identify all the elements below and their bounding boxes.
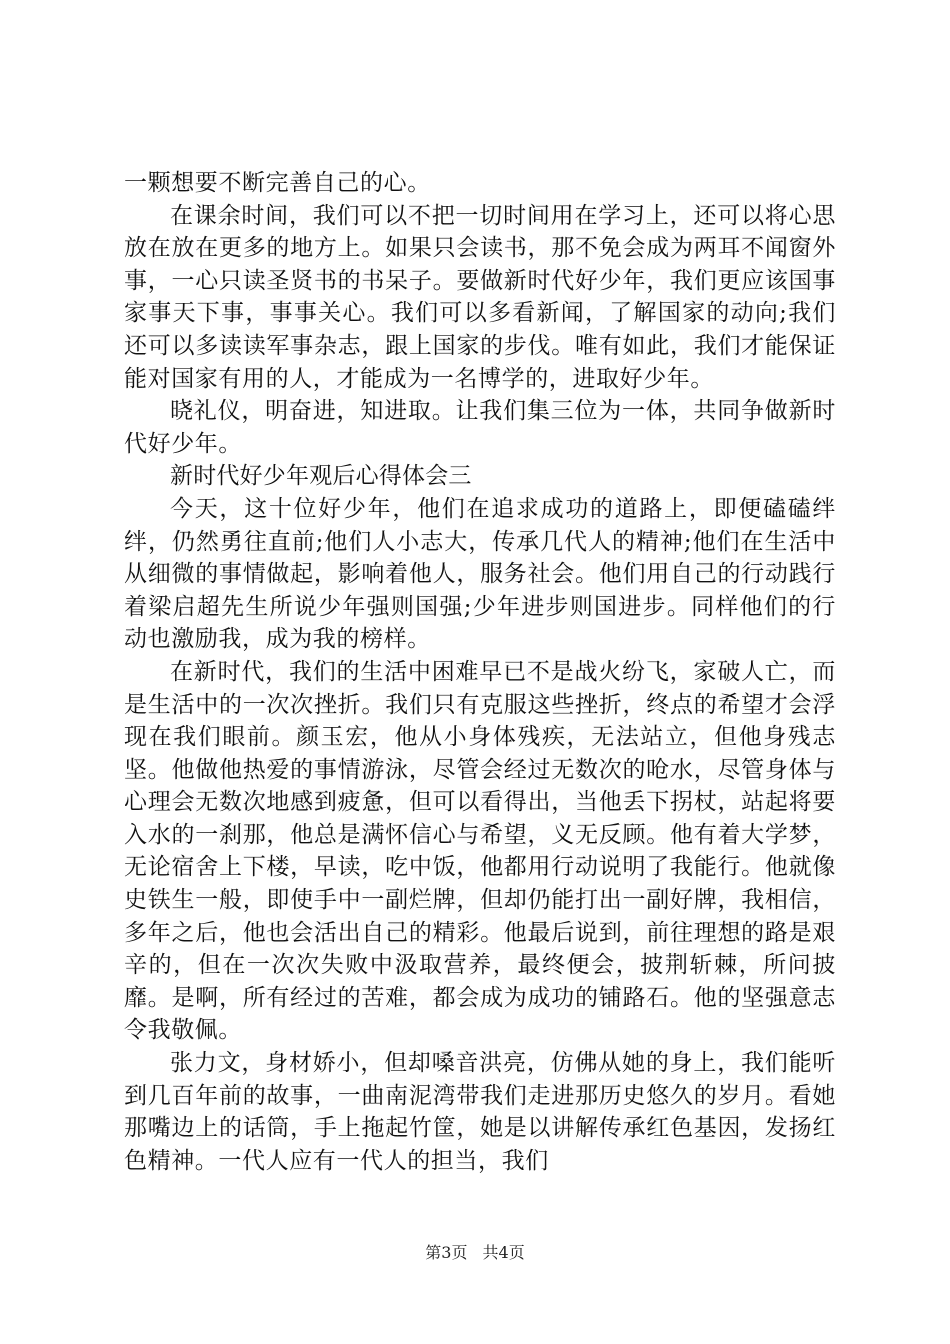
document-body (124, 167, 836, 1177)
paragraph-continuation: 一颗想要不断完善自己的心。 (124, 170, 431, 196)
page-footer (0, 1240, 950, 1263)
paragraph: 在新时代，我们的生活中困难早已不是战火纷飞，家破人亡，而是生活中的一次次挫折。我们只有克服这些挫折，终点的希望才会浮现在我们眼前。颜玉宏，他从小身体残疾，无法站立，但他身残志坚。他做他热爱的事情游泳，尽管会经过无数次的呛水，尽管身体与心理会无数次地感到疲惫，但可以看得出，当他丢下拐杖，站起将要入水的一刹那，他总是满怀信心与希望，义无反顾。他有着大学梦，无论宿舍上下楼，早读，吃中饭，他都用行动说明了我能行。他就像史铁生一般，即使手中一副烂牌，但却仍能打出一副好牌，我相信，多年之后，他也会活出自己的精彩。他最后说到，前往理想的路是艰辛的，但在一次次失败中汲取营养，最终便会，披荆斩棘，所问披靡。是啊，所有经过的苦难，都会成为成功的铺路石。他的坚强意志令我敬佩。 (124, 658, 836, 1044)
paragraph: 晓礼仪，明奋进，知进取。让我们集三位为一体，共同争做新时代好少年。 (124, 398, 836, 457)
paragraph: 张力文，身材娇小，但却嗓音洪亮，仿佛从她的身上，我们能听到几百年前的故事，一曲南泥湾带我们走进那历史悠久的岁月。看她那嘴边上的话筒，手上拖起竹筐，她是以讲解传承红色基因，发扬红色精神。一代人应有一代人的担当，我们 (124, 1050, 836, 1174)
page-number: 第3页 (425, 1243, 468, 1262)
paragraph: 今天，这十位好少年，他们在追求成功的道路上，即便磕磕绊绊，仍然勇往直前;他们人小志大，传承几代人的精神;他们在生活中从细微的事情做起，影响着他人，服务社会。他们用自己的行动践行着梁启超先生所说少年强则国强;少年进步则国进步。同样他们的行动也激励我，成为我的榜样。 (124, 495, 836, 653)
paragraph: 在课余时间，我们可以不把一切时间用在学习上，还可以将心思放在放在更多的地方上。如果只会读书，那不免会成为两耳不闻窗外事，一心只读圣贤书的书呆子。要做新时代好少年，我们更应该国事家事天下事，事事关心。我们可以多看新闻，了解国家的动向;我们还可以多读读军事杂志，跟上国家的步伐。唯有如此，我们才能保证能对国家有用的人，才能成为一名博学的，进取好少年。 (124, 202, 836, 392)
page-total: 共4页 (482, 1243, 525, 1262)
section-heading: 新时代好少年观后心得体会三 (170, 463, 472, 490)
